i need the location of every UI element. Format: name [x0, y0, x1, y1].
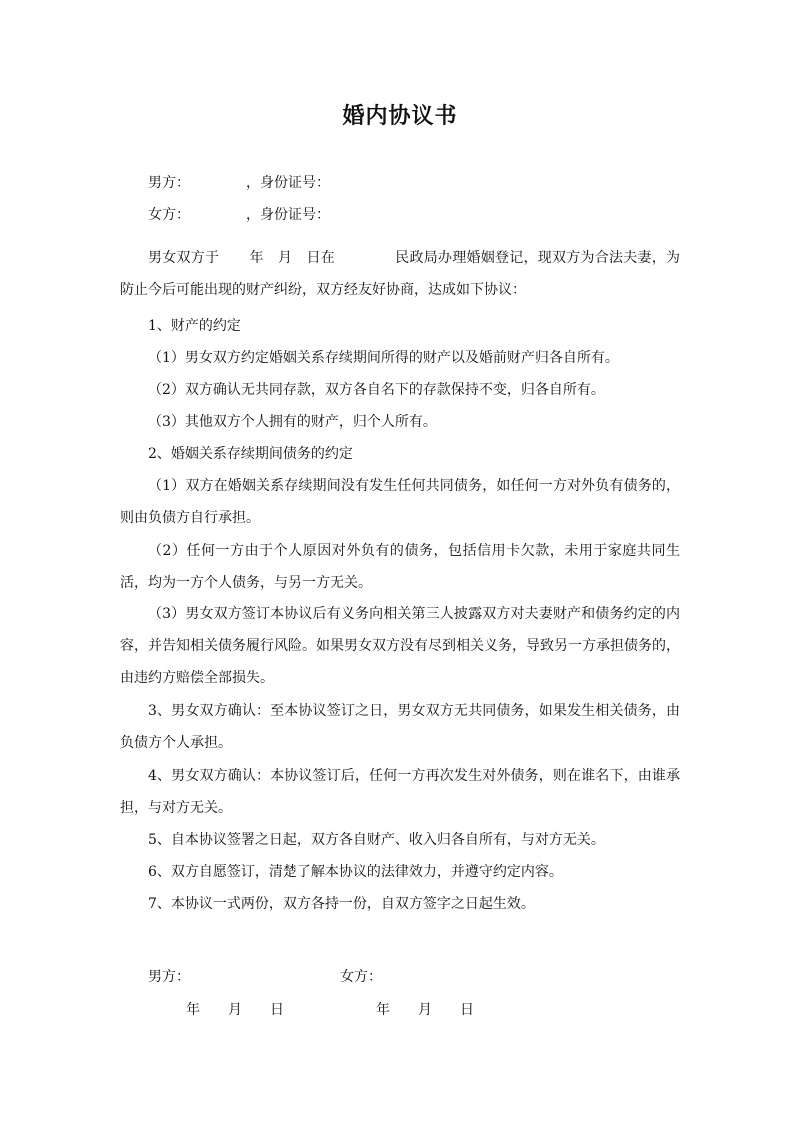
male-label: 男方： — [148, 175, 190, 191]
document-title: 婚内协议书 — [342, 103, 458, 129]
clause-2-item-2: （2）任何一方由于个人原因对外负有的债务，包括信用卡欠款，未用于家庭共同生活，均为一方个人债务，与另一方无关。 — [120, 543, 680, 591]
signature-male-label: 男方： — [148, 969, 190, 985]
signature-male-date — [186, 1000, 284, 1020]
clause-6: 6、双方自愿签订，清楚了解本协议的法律效力，并遵守约定内容。 — [148, 864, 563, 880]
clause-1-item-2: （2）双方确认无共同存款，双方各自名下的存款保持不变，归各自所有。 — [148, 382, 605, 398]
male-date-day: 日 — [270, 1002, 284, 1018]
male-date-year: 年 — [186, 1002, 200, 1018]
clause-1-item-3: （3）其他双方个人拥有的财产，归个人所有。 — [148, 414, 437, 430]
signature-female-label: 女方： — [340, 969, 382, 985]
clause-4: 4、男女双方确认：本协议签订后，任何一方再次发生对外债务，则在谁名下，由谁承担，与对方无关。 — [120, 768, 680, 816]
intro-text-end: 民政局办理婚姻登记，现双方为合法夫妻，为防止今后可能出现的财产纠纷，双方经友好协商，达成如下协议： — [120, 250, 680, 298]
male-party-line — [148, 173, 330, 193]
signature-female-date — [376, 1000, 474, 1020]
clause-1-heading: 1、财产的约定 — [148, 318, 241, 334]
intro-month: 月 — [277, 250, 293, 266]
clause-7: 7、本协议一式两份，双方各持一份，自双方签字之日起生效。 — [148, 896, 535, 912]
female-date-day: 日 — [460, 1002, 474, 1018]
intro-year: 年 — [249, 250, 264, 266]
male-date-month: 月 — [228, 1002, 242, 1018]
female-label: 女方： — [148, 207, 190, 223]
clause-1-item-1: （1）男女双方约定婚姻关系存续期间所得的财产以及婚前财产归各自所有。 — [148, 350, 619, 366]
female-id-label: ，身份证号： — [246, 207, 330, 223]
clause-5: 5、自本协议签署之日起，双方各自财产、收入归各自所有，与对方无关。 — [148, 832, 605, 848]
female-date-month: 月 — [418, 1002, 432, 1018]
clause-2-heading: 2、婚姻关系存续期间债务的约定 — [148, 446, 353, 462]
male-id-label: ，身份证号： — [246, 175, 330, 191]
female-party-line — [148, 205, 330, 225]
intro-paragraph — [120, 242, 680, 306]
clause-2-item-1: （1）双方在婚姻关系存续期间没有发生任何共同债务，如任何一方对外负有债务的，则由负债方自行承担。 — [120, 478, 680, 526]
intro-day: 日在 — [306, 250, 335, 266]
clause-2-item-3: （3）男女双方签订本协议后有义务向相关第三人披露双方对夫妻财产和债务约定的内容，并告知相关债务履行风险。如果男女双方没有尽到相关义务，导致另一方承担债务的，由违约方赔偿全部损失。 — [120, 606, 680, 686]
intro-text-start: 男女双方于 — [148, 250, 220, 266]
female-date-year: 年 — [376, 1002, 390, 1018]
clause-3: 3、男女双方确认：至本协议签订之日，男女双方无共同债务，如果发生相关债务，由负债方个人承担。 — [120, 703, 680, 751]
